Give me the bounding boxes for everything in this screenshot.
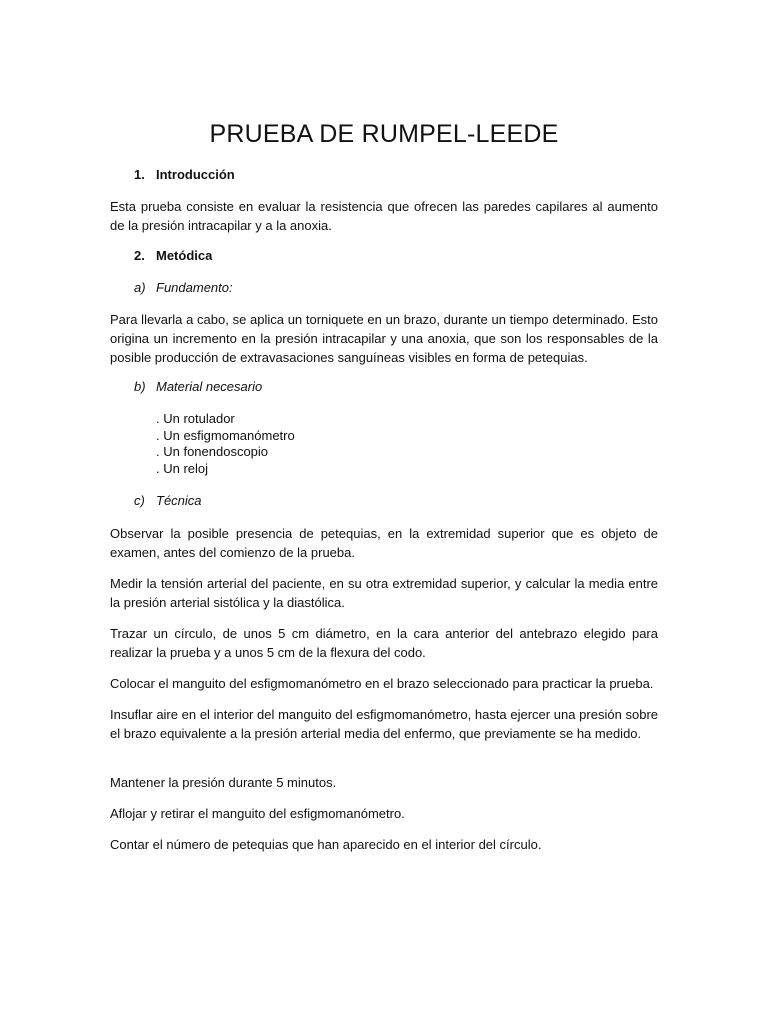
subheading-material	[134, 378, 262, 396]
list-item: . Un fonendoscopio	[156, 444, 269, 459]
intro-paragraph: Esta prueba consiste en evaluar la resistencia que ofrecen las paredes capilares al aumento de la presión intracapilar y a la anoxia.	[110, 199, 658, 233]
list-item: . Un esfigmomanómetro	[156, 427, 295, 443]
subsection-label: Técnica	[156, 493, 202, 508]
subheading-fundamento	[134, 279, 233, 297]
tecnica-step: Aflojar y retirar el manguito del esfigmomanómetro.	[110, 806, 405, 821]
subsection-letter: a)	[134, 280, 146, 295]
tecnica-step: Contar el número de petequias que han aparecido en el interior del círculo.	[110, 837, 542, 852]
section-number: 2.	[134, 248, 145, 263]
materials-list	[156, 411, 295, 477]
tecnica-step: Insuflar aire en el interior del manguito del esfigmomanómetro, hasta ejercer una presión sobre el brazo equivalente a la presión arterial media del enfermo, que previamente se ha medido.	[110, 707, 658, 741]
section-heading-introduccion	[134, 166, 235, 184]
subsection-letter: b)	[134, 379, 146, 394]
tecnica-step: Medir la tensión arterial del paciente, en su otra extremidad superior, y calcular la media entre la presión arterial sistólica y la diastólica.	[110, 576, 658, 610]
section-label: Introducción	[156, 167, 235, 182]
section-heading-metodica	[134, 247, 212, 265]
fundamento-paragraph: Para llevarla a cabo, se aplica un torniquete en un brazo, durante un tiempo determinado. Esto origina un incremento en la presión intracapilar y una anoxia, que son los responsables de la posible producción de extravasaciones sanguíneas visibles en forma de petequias.	[110, 312, 658, 365]
page-title: PRUEBA DE RUMPEL-LEEDE	[209, 120, 559, 148]
subheading-tecnica	[134, 492, 202, 510]
tecnica-step: Mantener la presión durante 5 minutos.	[110, 775, 337, 790]
section-label: Metódica	[156, 248, 213, 263]
tecnica-step: Observar la posible presencia de petequias, en la extremidad superior que es objeto de examen, antes del comienzo de la prueba.	[110, 526, 658, 560]
tecnica-step: Trazar un círculo, de unos 5 cm diámetro, en la cara anterior del antebrazo elegido para realizar la prueba y a unos 5 cm de la flexura del codo.	[110, 626, 658, 660]
list-item: . Un rotulador	[156, 411, 235, 426]
list-item: . Un reloj	[156, 460, 209, 476]
subsection-letter: c)	[134, 493, 145, 508]
tecnica-step: Colocar el manguito del esfigmomanómetro en el brazo seleccionado para practicar la prueba.	[110, 676, 654, 691]
subsection-label: Material necesario	[156, 379, 263, 394]
document-page	[110, 0, 658, 1024]
subsection-label: Fundamento:	[156, 280, 233, 295]
section-number: 1.	[134, 167, 145, 182]
